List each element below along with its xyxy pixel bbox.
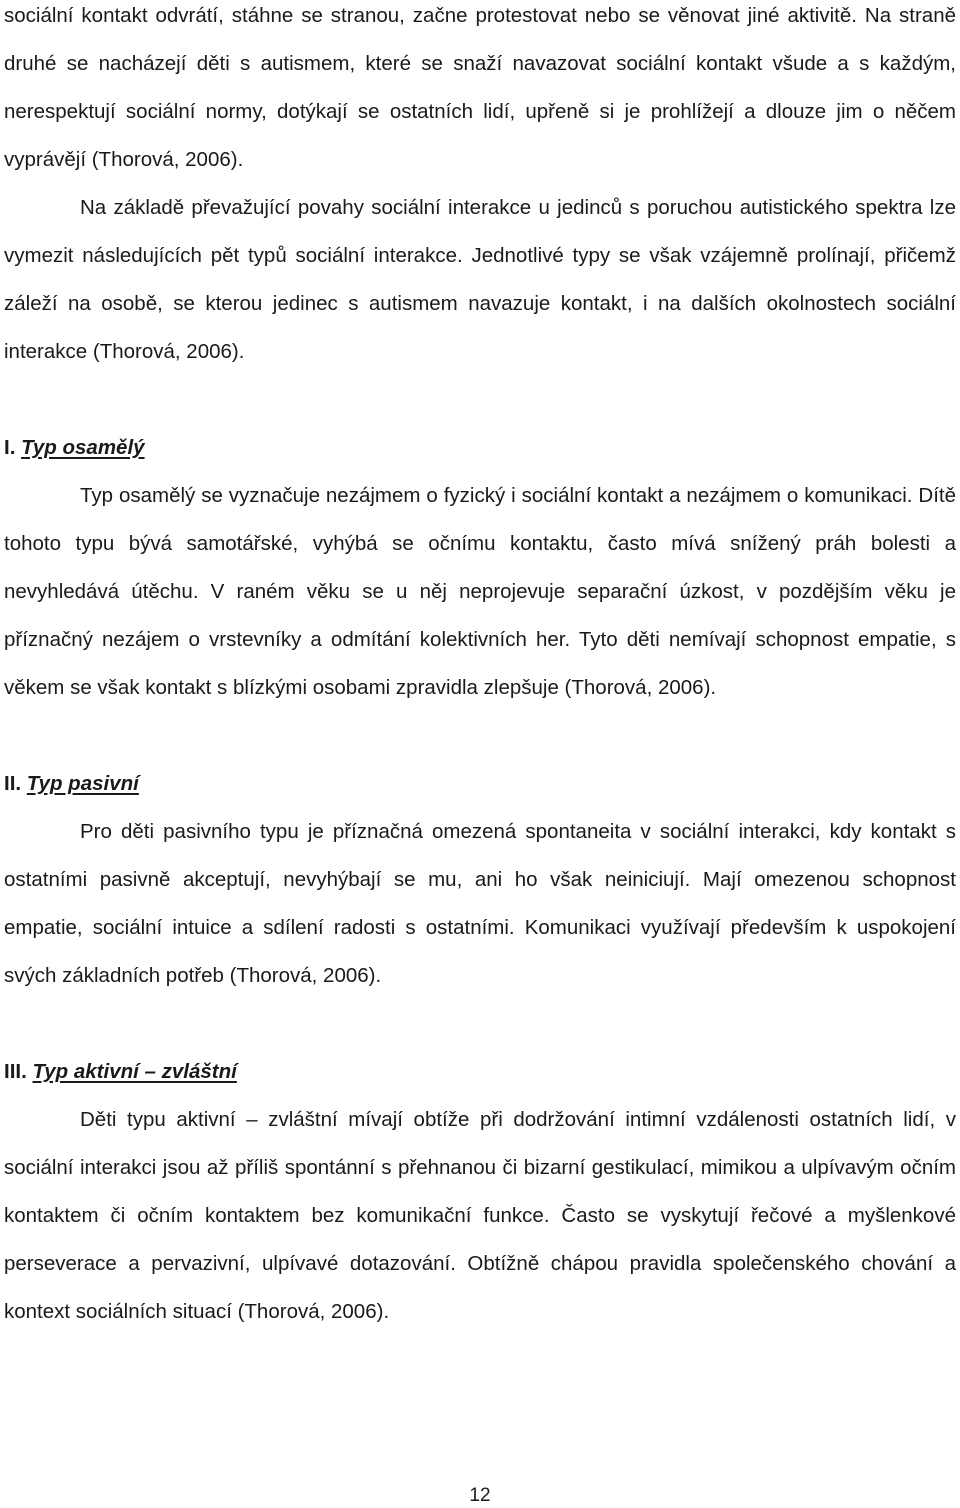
section-title-1: Typ osamělý xyxy=(21,436,145,459)
intro-paragraph-continued: sociální kontakt odvrátí, stáhne se stranou, začne protestovat nebo se věnovat jiné aktivitě. Na straně druhé se nacházejí děti s autismem, které se snaží navazovat sociální kontakt všude a s každým, nerespektují sociální normy, dotýkají se ostatních lidí, upřeně si je prohlížejí a dlouze jim o něčem vyprávějí (Thorová, 2006). xyxy=(4,4,956,171)
section-number-3: III. xyxy=(4,1060,27,1083)
section-title-2: Typ pasivní xyxy=(26,772,139,795)
page-number: 12 xyxy=(469,1485,491,1506)
section-heading-2 xyxy=(4,760,956,808)
section-number-1: I. xyxy=(4,436,16,459)
section-text-2: Pro děti pasivního typu je příznačná omezená spontaneita v sociální interakci, kdy kontakt s ostatními pasivně akceptují, nevyhýbají se mu, ani ho však neiniciují. Mají omezenou schopnost empatie, sociální intuice a sdílení radosti s ostatními. Komunikaci využívají především k uspokojení svých základních potřeb (Thorová, 2006). xyxy=(4,820,956,987)
section-number-2: II. xyxy=(4,772,22,795)
section-text-1: Typ osamělý se vyznačuje nezájmem o fyzický i sociální kontakt a nezájmem o komunikaci. Dítě tohoto typu bývá samotářské, vyhýbá se očnímu kontaktu, často mívá snížený práh bolesti a nevyhledává útěchu. V raném věku se u něj neprojevuje separační úzkost, v pozdějším věku je příznačný nezájem o vrstevníky a odmítání kolektivních her. Tyto děti nemívají schopnost empatie, s věkem se však kontakt s blízkými osobami zpravidla zlepšuje (Thorová, 2006). xyxy=(4,484,956,699)
document-page xyxy=(4,0,956,1336)
section-title-3: Typ aktivní – zvláštní xyxy=(32,1060,237,1083)
intro-paragraph-types: Na základě převažující povahy sociální interakce u jedinců s poruchou autistického spektra lze vymezit následujících pět typů sociální interakce. Jednotlivé typy se však vzájemně prolínají, přičemž záleží na osobě, se kterou jedinec s autismem navazuje kontakt, i na dalších okolnostech sociální interakce (Thorová, 2006). xyxy=(4,196,956,363)
section-text-3: Děti typu aktivní – zvláštní mívají obtíže při dodržování intimní vzdálenosti ostatních lidí, v sociální interakci jsou až příliš spontánní s přehnanou či bizarní gestikulací, mimikou a ulpívavým očním kontaktem či očním kontaktem bez komunikační funkce. Často se vyskytují řečové a myšlenkové perseverace a pervazivní, ulpívavé dotazování. Obtížně chápou pravidla společenského chování a kontext sociálních situací (Thorová, 2006). xyxy=(4,1108,956,1323)
section-heading-3 xyxy=(4,1048,956,1096)
section-heading-1 xyxy=(4,424,956,472)
